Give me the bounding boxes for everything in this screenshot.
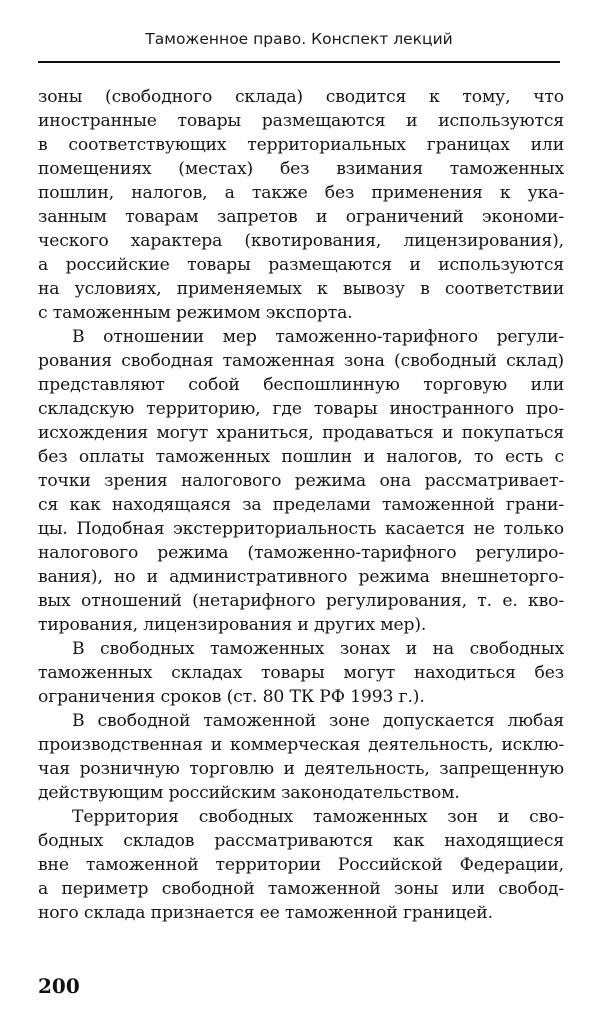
text-line: таможенных складах товары могут находиться без xyxy=(38,663,564,683)
page-number: 200 xyxy=(38,974,80,998)
text-line: цы. Подобная экстерриториальность касается не только xyxy=(38,519,564,539)
text-line: точки зрения налогового режима она рассматривает- xyxy=(38,471,564,491)
text-line: а периметр свободной таможенной зоны или свобод- xyxy=(38,879,564,899)
text-line: вания), но и административного режима внешнеторго- xyxy=(38,567,564,587)
text-line: Территория свободных таможенных зон и сво- xyxy=(72,807,564,827)
text-line: ограничения сроков (ст. 80 ТК РФ 1993 г.). xyxy=(38,687,425,707)
text-line: на условиях, применяемых к вывозу в соответствии xyxy=(38,279,564,299)
text-line: а российские товары размещаются и используются xyxy=(38,255,564,275)
text-line: иностранные товары размещаются и используются xyxy=(38,111,564,131)
text-line: с таможенным режимом экспорта. xyxy=(38,303,353,323)
text-line: В свободных таможенных зонах и на свободных xyxy=(72,639,564,659)
text-line: бодных складов рассматриваются как находящиеся xyxy=(38,831,564,851)
running-header: Таможенное право. Конспект лекций xyxy=(145,30,453,48)
text-line: В свободной таможенной зоне допускается любая xyxy=(72,711,564,731)
text-line: без оплаты таможенных пошлин и налогов, то есть с xyxy=(38,447,564,467)
text-line: ся как находящаяся за пределами таможенной грани- xyxy=(38,495,564,515)
text-line: зоны (свободного склада) сводится к тому, что xyxy=(38,87,564,107)
text-line: чая розничную торговлю и деятельность, запрещенную xyxy=(38,759,564,779)
text-line: тирования, лицензирования и других мер). xyxy=(38,615,427,635)
text-line: помещениях (местах) без взимания таможенных xyxy=(38,159,564,179)
header-rule xyxy=(38,61,560,63)
text-line: занным товарам запретов и ограничений экономи- xyxy=(38,207,564,227)
text-line: вых отношений (нетарифного регулирования, т. е. кво- xyxy=(38,591,564,611)
text-line: производственная и коммерческая деятельность, исклю- xyxy=(38,735,564,755)
text-line: складскую территорию, где товары иностранного про- xyxy=(38,399,564,419)
text-line: налогового режима (таможенно-тарифного регулиро- xyxy=(38,543,564,563)
text-line: представляют собой беспошлинную торговую или xyxy=(38,375,564,395)
text-line: пошлин, налогов, а также без применения к ука- xyxy=(38,183,564,203)
text-line: исхождения могут храниться, продаваться и покупаться xyxy=(38,423,564,443)
text-line: ного склада признается ее таможенной границей. xyxy=(38,903,493,923)
text-line: в соответствующих территориальных границах или xyxy=(38,135,564,155)
text-line: В отношении мер таможенно-тарифного регули- xyxy=(72,327,564,347)
text-line: рования свободная таможенная зона (свободный склад) xyxy=(38,351,564,371)
text-line: действующим российским законодательством. xyxy=(38,783,460,803)
text-line: вне таможенной территории Российской Федерации, xyxy=(38,855,564,875)
text-line: ческого характера (квотирования, лицензирования), xyxy=(38,231,564,251)
